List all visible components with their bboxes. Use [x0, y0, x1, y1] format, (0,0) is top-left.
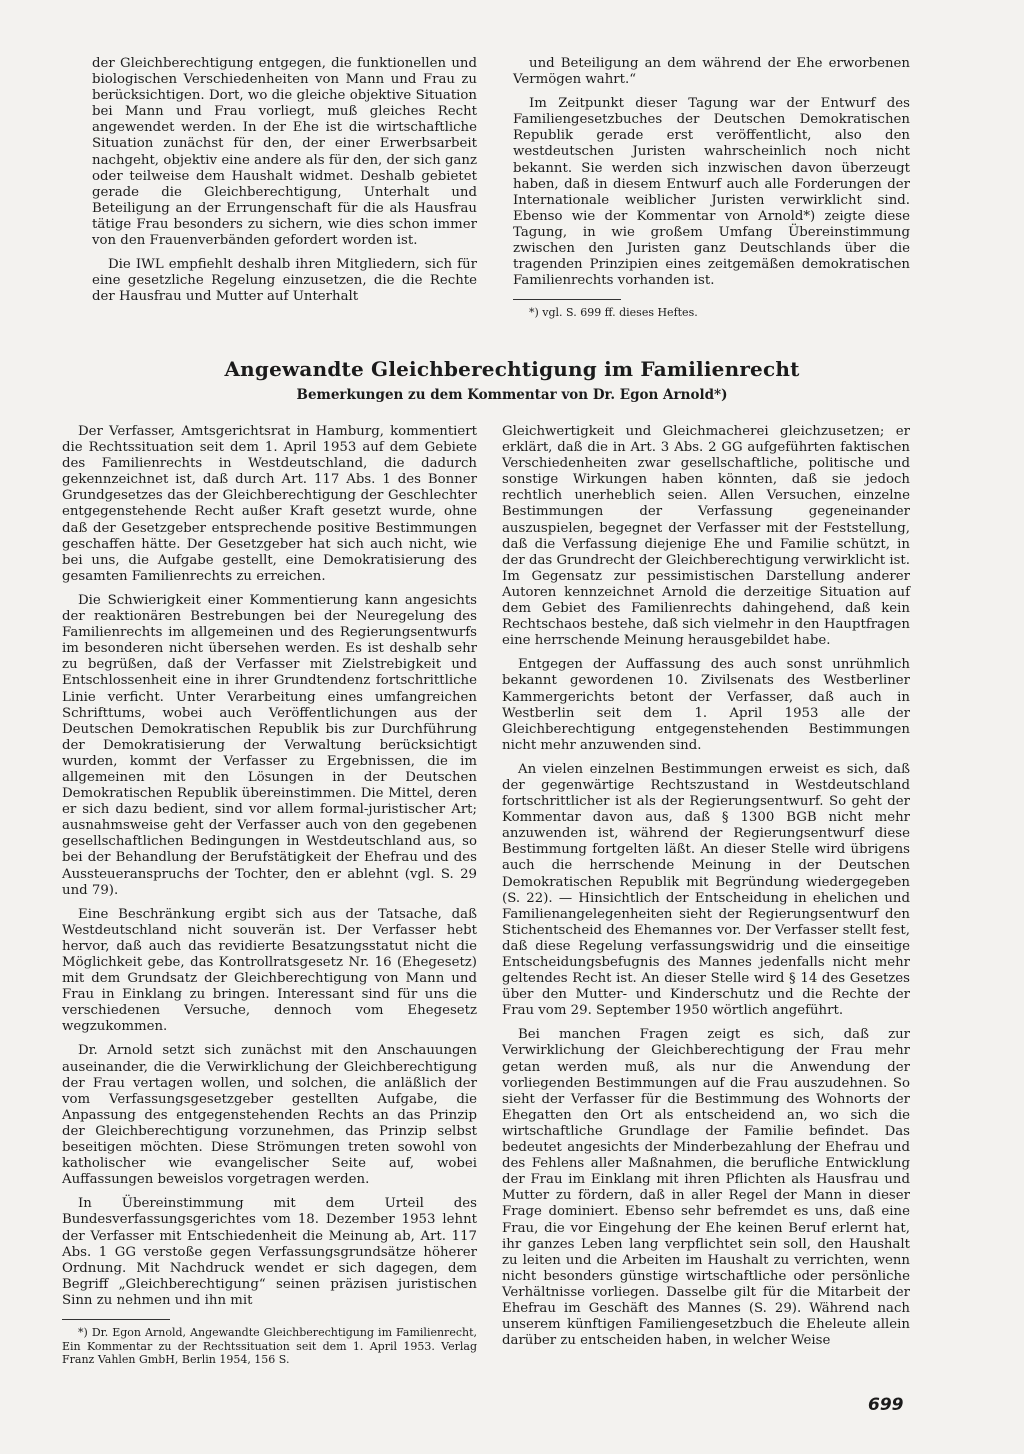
top-right-footnote: *) vgl. S. 699 ff. dieses Heftes. — [529, 306, 698, 320]
left-footnote: *) Dr. Egon Arnold, Angewandte Gleichberechtigung im Familienrecht, Ein Kommentar zu der Rechtssituation seit dem 1. April 1953. Verlag Franz Vahlen GmbH, Berlin 1954, 156 S. — [62, 1325, 477, 1367]
top-right-paragraph: Im Zeitpunkt dieser Tagung war der Entwurf des Familiengesetzbuches der Deutschen Demokratischen Republik gerade erst veröffentlicht, also den westdeutschen Juristen wahrscheinlich noch nicht bekannt. Sie werden sich inzwischen davon überzeugt haben, daß in diesem Entwurf auch alle Forderungen der Internationale weiblicher Juristen verwirklicht sind. Ebenso wie der Kommentar von Arnold*) zeigte diese Tagung, in wie großem Umfang Übereinstimmung zwischen den Juristen ganz Deutschlands über die tragenden Prinzipien eines zeitgemäßen demokratischen Familienrechts vorhanden ist. — [513, 96, 910, 289]
top-left-paragraph: Die IWL empfiehlt deshalb ihren Mitgliedern, sich für eine gesetzliche Regelung einzusetzen, die die Rechte der Hausfrau und Mutter auf Unterhalt — [92, 257, 477, 305]
top-left-paragraph: der Gleichberechtigung entgegen, die funktionellen und biologischen Verschiedenheiten von Mann und Frau zu berücksichtigen. Dort, wo die gleiche objektive Situation bei Mann und Frau vorliegt, muß gleiches Recht angewendet werden. In der Ehe ist die wirtschaftliche Situation zunächst für den, der einer Erwerbsarbeit nachgeht, objektiv eine andere als für den, der sich ganz oder teilweise dem Haushalt widmet. Deshalb gebietet gerade die Gleichberechtigung, Unterhalt und Beteiligung an der Errungenschaft für die als Hausfrau tätige Frau besonders zu sichern, wie dies schon immer von den Frauenverbänden gefordert worden ist. — [92, 56, 477, 249]
left-paragraph: Eine Beschränkung ergibt sich aus der Tatsache, daß Westdeutschland nicht souverän ist. Der Verfasser hebt hervor, daß auch das revidierte Besatzungsstatut nicht die Möglichkeit gebe, das Kontrollratsgesetz Nr. 16 (Ehegesetz) mit dem Grundsatz der Gleichberechtigung von Mann und Frau in Einklang zu bringen. Interessant sind für uns die verschiedenen Versuche, dennoch vom Ehegesetz wegzukommen. — [62, 906, 477, 1035]
left-paragraph: In Übereinstimmung mit dem Urteil des Bundesverfassungsgerichtes vom 18. Dezember 1953 lehnt der Verfasser mit Entschiedenheit die Meinung ab, Art. 117 Abs. 1 GG verstoße gegen Verfassungsgrundsätze höherer Ordnung. Mit Nachdruck wendet er sich dagegen, dem Begriff „Gleichberechtigung“ seinen präzisen juristischen Sinn zu nehmen und ihn mit — [62, 1196, 477, 1308]
top-left-column — [92, 56, 477, 305]
article-title: Angewandte Gleichberechtigung im Familienrecht — [224, 357, 800, 381]
left-paragraph: Die Schwierigkeit einer Kommentierung kann angesichts der reaktionären Bestrebungen bei der Neuregelung des Familienrechts im allgemeinen und des Regierungsentwurfs im besonderen nicht übersehen werden. Es ist deshalb sehr zu begrüßen, daß der Verfasser mit Zielstrebigkeit und Entschlossenheit eine in ihrer Grundtendenz fortschrittliche Linie verficht. Unter Verarbeitung eines umfangreichen Schrifttums, wobei auch Veröffentlichungen aus der Deutschen Demokratischen Republik bis zur Durchführung der Demokratisierung der Verwaltung berücksichtigt wurden, kommt der Verfasser zu Ergebnissen, die im allgemeinen mit den Lösungen in der Deutschen Demokratischen Republik übereinstimmen. Die Mittel, deren er sich dazu bedient, sind vor allem formal-juristischer Art; ausnahmsweise geht der Verfasser auch von den gegebenen gesellschaftlichen Bedingungen in Westdeutschland aus, so bei der Behandlung der Berufstätigkeit der Ehefrau und des Aussteueranspruchs der Tochter, den er ablehnt (vgl. S. 29 und 79). — [62, 592, 477, 898]
page-number: 699 — [868, 1395, 904, 1415]
right-paragraph: Entgegen der Auffassung des auch sonst unrühmlich bekannt gewordenen 10. Zivilsenats des Westberliner Kammergerichts betont der Verfasser, daß auch in Westberlin seit dem 1. April 1953 alle der Gleichberechtigung entgegenstehenden Bestimmungen nicht mehr anzuwenden sind. — [502, 657, 910, 753]
top-right-column — [513, 56, 910, 320]
footnote-rule — [513, 299, 621, 300]
right-paragraph: An vielen einzelnen Bestimmungen erweist es sich, daß der gegenwärtige Rechtszustand in Westdeutschland fortschrittlicher ist als der Regierungsentwurf. So geht der Kommentar davon aus, daß § 1300 BGB nicht mehr anzuwenden ist, während der Regierungsentwurf diese Bestimmung fortgelten läßt. An dieser Stelle wird übrigens auch die herrschende Meinung in der Deutschen Demokratischen Republik mit Begründung wiedergegeben (S. 22). — Hinsichtlich der Entscheidung in ehelichen und Familienangelegenheiten sieht der Regierungsentwurf den Stichentscheid des Ehemannes vor. Der Verfasser stellt fest, daß diese Regelung verfassungswidrig und die einseitige Entscheidungsbefugnis des Mannes jedenfalls nicht mehr geltendes Recht ist. An dieser Stelle wird § 14 des Gesetzes über den Mutter- und Kinderschutz und die Rechte der Frau vom 29. September 1950 wörtlich angeführt. — [502, 761, 910, 1019]
footnote-rule — [62, 1319, 170, 1320]
article-subtitle: Bemerkungen zu dem Kommentar von Dr. Egon Arnold*) — [296, 387, 728, 403]
right-column — [502, 424, 910, 1349]
right-paragraph: Gleichwertigkeit und Gleichmacherei gleichzusetzen; er erklärt, daß die in Art. 3 Abs. 2 GG aufgeführten faktischen Verschiedenheiten zwar gesellschaftliche, politische und sonstige Wirkungen haben könnten, daß sie jedoch rechtlich unerheblich seien. Allen Versuchen, einzelne Bestimmungen der Verfassung gegeneinander auszuspielen, begegnet der Verfasser mit der Feststellung, daß die Verfassung diejenige Ehe und Familie schützt, in der das Grundrecht der Gleichberechtigung verwirklicht ist. Im Gegensatz zur pessimistischen Darstellung anderer Autoren kennzeichnet Arnold die derzeitige Situation auf dem Gebiet des Familienrechts dahingehend, daß kein Rechtschaos bestehe, daß sich vielmehr in den Hauptfragen eine herrschende Meinung herausgebildet habe. — [502, 424, 910, 649]
right-paragraph: Bei manchen Fragen zeigt es sich, daß zur Verwirklichung der Gleichberechtigung der Frau mehr getan werden muß, als nur die Anwendung der vorliegenden Bestimmungen auf die Frau auszudehnen. So sieht der Verfasser für die Bestimmung des Wohnorts der Ehegatten den Ort als entscheidend an, wo sich die wirtschaftliche Grundlage der Familie befindet. Das bedeutet angesichts der Minderbezahlung der Ehefrau und des Fehlens aller Maßnahmen, die berufliche Entwicklung der Frau im Einklang mit ihren Pflichten als Hausfrau und Mutter zu fördern, daß in aller Regel der Mann in dieser Frage dominiert. Ebenso sehr befremdet es uns, daß eine Frau, die vor Eingehung der Ehe keinen Beruf erlernt hat, ihr ganzes Leben lang verpflichtet sein soll, den Haushalt zu leiten und die Arbeiten im Haushalt zu verrichten, wenn nicht besonders günstige wirtschaftliche oder persönliche Verhältnisse vorliegen. Dasselbe gilt für die Mitarbeit der Ehefrau im Geschäft des Mannes (S. 29). Während nach unserem künftigen Familiengesetzbuch die Eheleute allein darüber zu entscheiden haben, in welcher Weise — [502, 1027, 910, 1349]
left-paragraph: Der Verfasser, Amtsgerichtsrat in Hamburg, kommentiert die Rechtssituation seit dem 1. April 1953 auf dem Gebiete des Familienrechts in Westdeutschland, die dadurch gekennzeichnet ist, daß durch Art. 117 Abs. 1 des Bonner Grundgesetzes das der Gleichberechtigung der Geschlechter entgegenstehende Recht außer Kraft gesetzt wurde, ohne daß der Gesetzgeber entsprechende positive Bestimmungen geschaffen hätte. Der Gesetzgeber hat sich auch nicht, wie bei uns, die Aufgabe gestellt, eine Demokratisierung des gesamten Familienrechts zu erreichen. — [62, 424, 477, 584]
left-paragraph: Dr. Arnold setzt sich zunächst mit den Anschauungen auseinander, die die Verwirklichung der Gleichberechtigung der Frau vertagen wollen, und solchen, die anläßlich der vom Verfassungsgesetzgeber gestellten Aufgabe, die Anpassung des entgegenstehenden Rechts an das Prinzip der Gleichberechtigung vorzunehmen, das Prinzip selbst beseitigen möchten. Diese Strömungen treten sowohl von katholischer wie evangelischer Seite auf, wobei Auffassungen beweislos vorgetragen werden. — [62, 1043, 477, 1188]
top-right-paragraph: und Beteiligung an dem während der Ehe erworbenen Vermögen wahrt.“ — [513, 56, 910, 88]
left-column — [62, 424, 477, 1367]
